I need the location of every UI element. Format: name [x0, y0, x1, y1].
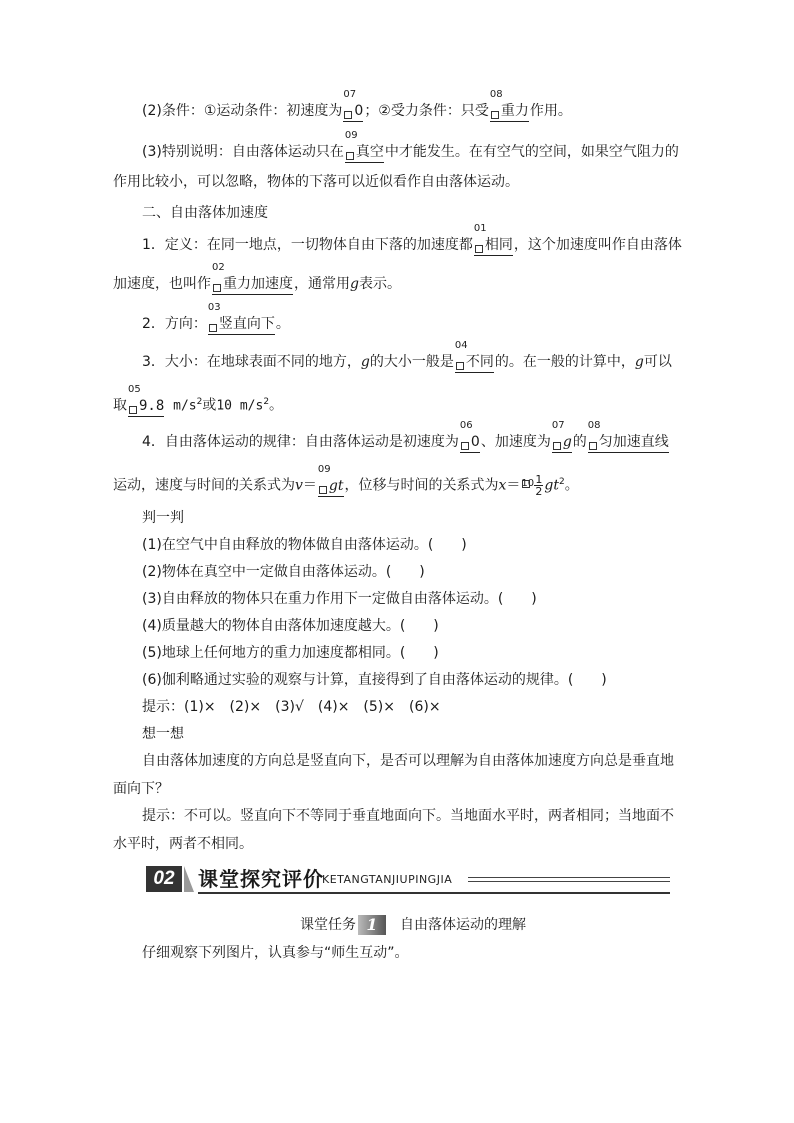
- special-note-line2: 作用比较小，可以忽略，物体的下落可以近似看作自由落体运动。: [113, 174, 519, 190]
- fill-blank-08b: 08 匀加速直线: [588, 432, 669, 453]
- fill-blank-05: 05 9.8: [128, 396, 164, 417]
- task-number-badge: 1: [358, 915, 386, 935]
- fill-blank-07b: 07 g: [552, 432, 572, 453]
- banner-underline: [198, 892, 670, 894]
- fill-blank-02: 02 重力加速度: [212, 274, 293, 295]
- fill-blank-09b: 09 gt: [318, 476, 344, 497]
- banner-title: 课堂探究评价: [198, 867, 324, 891]
- fill-blank-03: 03 竖直向下: [208, 314, 275, 335]
- instruction-text: 仔细观察下列图片，认真参与“师生互动”。: [142, 945, 409, 961]
- judge-hint: 提示：(1)× (2)× (3)√ (4)× (5)× (6)×: [142, 699, 441, 715]
- one-half-fraction: $\frac{1}{2}$: [535, 473, 543, 499]
- judge-item-3: (3)自由释放的物体只在重力作用下一定做自由落体运动。( ): [142, 591, 537, 607]
- think-title: 想一想: [142, 726, 184, 742]
- banner-pinyin: KETANGTANJIUPINGJIA: [322, 873, 453, 886]
- think-question-line2: 面向下？: [113, 781, 169, 797]
- think-question-line1: 自由落体加速度的方向总是竖直向下，是否可以理解为自由落体加速度方向总是垂直地: [142, 753, 674, 769]
- banner-rule: [468, 881, 670, 882]
- judge-title: 判一判: [142, 510, 184, 526]
- judge-item-5: (5)地球上任何地方的重力加速度都相同。( ): [142, 645, 439, 661]
- definition-paragraph: 1．定义：在同一地点，一切物体自由下落的加速度都 01 相同，这个加速度叫作自由落体: [142, 235, 682, 256]
- judge-item-4: (4)质量越大的物体自由落体加速度越大。( ): [142, 618, 439, 634]
- fill-blank-01: 01 相同: [474, 235, 513, 256]
- direction-paragraph: 2．方向： 03 竖直向下。: [142, 314, 290, 335]
- banner-rule: [468, 877, 670, 878]
- fill-blank-07: 07 0: [343, 101, 363, 122]
- think-answer-line1: 提示：不可以。竖直向下不等同于垂直地面向下。当地面水平时，两者相同；当地面不: [142, 808, 674, 824]
- judge-item-1: (1)在空气中自由释放的物体做自由落体运动。( ): [142, 537, 467, 553]
- magnitude-paragraph: 3．大小：在地球表面不同的地方，g的大小一般是 04 不同的。在一般的计算中，g可以: [142, 352, 672, 373]
- judge-item-2: (2)物体在真空中一定做自由落体运动。( ): [142, 564, 425, 580]
- special-note-paragraph: (3)特别说明：自由落体运动只在 09 真空中才能发生。在有空气的空间，如果空气阻力的: [142, 142, 679, 163]
- task-title: 自由落体运动的理解: [400, 917, 526, 933]
- fill-blank-06: 06 0: [460, 432, 480, 453]
- section-number-badge: 02: [146, 866, 182, 892]
- section-banner: [146, 864, 670, 896]
- judge-item-6: (6)伽利略通过实验的观察与计算，直接得到了自由落体运动的规律。( ): [142, 672, 607, 688]
- task-heading: 课堂任务 1 自由落体运动的理解: [300, 915, 526, 934]
- banner-slash-decoration: [184, 866, 194, 892]
- law-line2: 运动，速度与时间的关系式为v＝ 09 gt，位移与时间的关系式为x＝ 10 $\frac{1}{2}$ $gt^2$。: [113, 463, 579, 499]
- fill-blank-04: 04 不同: [455, 352, 494, 373]
- think-answer-line2: 水平时，两者不相同。: [113, 836, 253, 852]
- fill-blank-08: 08 重力: [490, 101, 529, 122]
- conditions-paragraph: (2)条件：①运动条件：初速度为 07 0；②受力条件：只受 08 重力作用。: [142, 101, 572, 122]
- law-paragraph: 4．自由落体运动的规律：自由落体运动是初速度为 06 0、加速度为 07 g的 08 匀加速直线: [142, 432, 670, 453]
- magnitude-line2: 取 05 9.8 $m/s^2$或10 $m/s^2$。: [113, 392, 283, 417]
- section-title: 二、自由落体加速度: [142, 205, 268, 221]
- fill-blank-09: 09 真空: [345, 142, 384, 163]
- definition-line2: 加速度，也叫作 02 重力加速度，通常用g表示。: [113, 274, 401, 295]
